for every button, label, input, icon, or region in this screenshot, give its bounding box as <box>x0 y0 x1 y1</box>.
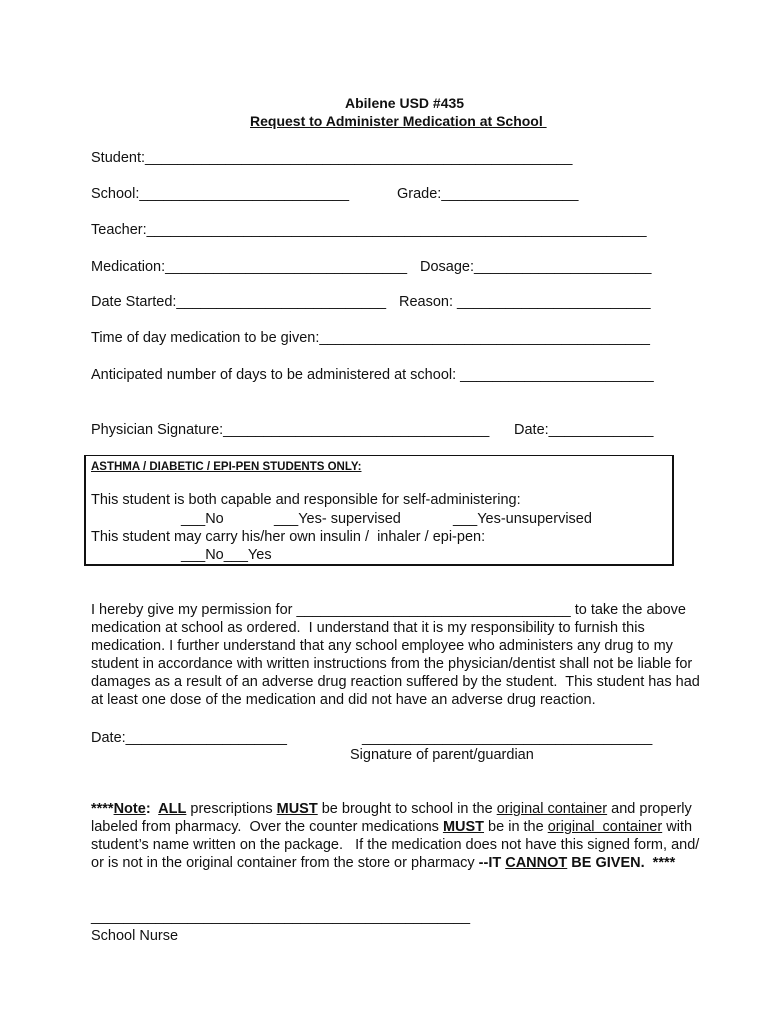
date-started-field[interactable]: Date Started:__________________________ <box>91 294 387 310</box>
medication-field[interactable]: Medication:______________________________ <box>91 259 408 275</box>
permission-line-2: medication at school as ordered. I understand that it is my responsibility to furnish this <box>91 620 645 636</box>
permission-line-1: I hereby give my permission for __________________________________ to take the above <box>91 602 686 618</box>
note-text-2: be brought to school in the <box>317 801 497 817</box>
district-name: Abilene USD #435 <box>345 95 465 111</box>
option-yes-supervised[interactable]: ___Yes- supervised <box>274 511 401 527</box>
note-line-3: student’s name written on the package. If the medication does not have this signed form, and/ <box>91 837 700 853</box>
note-word: Note <box>113 801 146 817</box>
parent-signature-line[interactable]: ____________________________________ <box>362 730 653 746</box>
self-administer-question: This student is both capable and responsible for self-administering: <box>91 492 521 508</box>
note-line-4 <box>91 854 675 872</box>
physician-date-field[interactable]: Date:_____________ <box>514 422 654 438</box>
note-be-given: BE GIVEN <box>567 855 641 871</box>
time-of-day-field[interactable]: Time of day medication to be given:_________________________________________ <box>91 330 650 346</box>
note-text-4: labeled from pharmacy. Over the counter medications <box>91 819 443 835</box>
note-line-2 <box>91 818 692 836</box>
carry-question: This student may carry his/her own insulin / inhaler / epi-pen: <box>91 529 486 545</box>
teacher-field[interactable]: Teacher:______________________________________________________________ <box>91 222 647 238</box>
school-field[interactable]: School:__________________________ <box>91 186 350 202</box>
note-line-1 <box>91 800 692 818</box>
note-text-3: and properly <box>607 801 692 817</box>
parent-signature-label: Signature of parent/guardian <box>350 747 534 763</box>
note-must-2: MUST <box>442 819 485 835</box>
nurse-signature-line[interactable]: _______________________________________________ <box>91 909 471 925</box>
note-text-6: with <box>662 819 693 835</box>
note-text-5: be in the <box>484 819 548 835</box>
permission-line-3: medication. I further understand that any school employee who administers any drug to my <box>91 638 673 654</box>
parent-date-field[interactable]: Date:____________________ <box>91 730 287 746</box>
nurse-label: School Nurse <box>91 928 179 944</box>
permission-line-4: student in accordance with written instructions from the physician/dentist shall not be liable for <box>91 656 693 672</box>
note-text-7: or is not in the original container from the store or pharmacy <box>91 855 479 871</box>
carry-options[interactable]: ___No___Yes <box>181 547 272 563</box>
permission-line-5: damages as a result of an adverse drug reaction suffered by the student. This student has had <box>91 674 700 690</box>
note-must-1: MUST <box>276 801 318 817</box>
student-field[interactable]: Student:_____________________________________________________ <box>91 150 573 166</box>
dosage-field[interactable]: Dosage:______________________ <box>420 259 652 275</box>
option-yes-unsupervised[interactable]: ___Yes-unsupervised <box>453 511 592 527</box>
form-title: Request to Administer Medication at School <box>250 113 547 129</box>
note-all: ALL <box>158 801 187 817</box>
physician-signature-field[interactable]: Physician Signature:_________________________________ <box>91 422 490 438</box>
note-text-1: prescriptions <box>186 801 277 817</box>
note-cannot: CANNOT <box>505 855 568 871</box>
grade-field[interactable]: Grade:_________________ <box>397 186 579 202</box>
asthma-heading: ASTHMA / DIABETIC / EPI-PEN STUDENTS ONLY: <box>91 461 362 473</box>
note-end-stars: . **** <box>640 855 676 871</box>
note-original-container-2: original container <box>547 819 663 835</box>
permission-line-6: at least one dose of the medication and did not have an adverse drug reaction. <box>91 692 596 708</box>
note-colon: : <box>145 801 159 817</box>
note-original-container-1: original container <box>496 801 608 817</box>
reason-field[interactable]: Reason: ________________________ <box>399 294 651 310</box>
note-stars: **** <box>91 801 114 817</box>
note-it: --IT <box>478 855 506 871</box>
option-no[interactable]: ___No <box>181 511 224 527</box>
days-field[interactable]: Anticipated number of days to be administered at school: ________________________ <box>91 367 654 383</box>
